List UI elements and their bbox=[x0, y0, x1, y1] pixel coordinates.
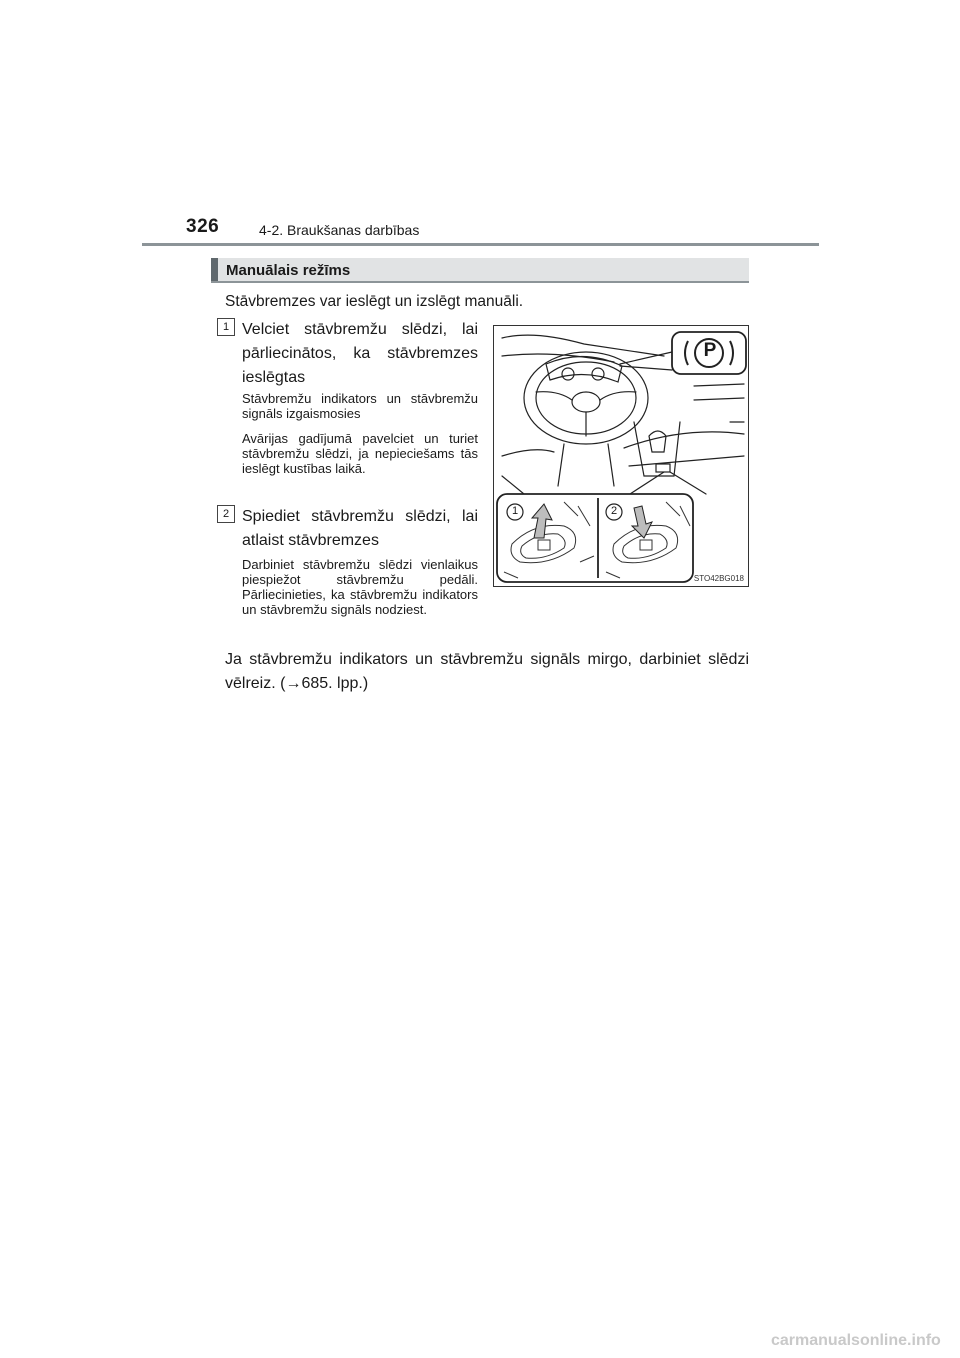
step-2-number: 2 bbox=[217, 505, 235, 523]
step-1-note-1: Stāvbremžu indikators un stāvbremžu signāls izgaismosies bbox=[242, 391, 478, 421]
subheading-title: Manuālais režīms bbox=[226, 262, 351, 279]
watermark: carmanualsonline.info bbox=[771, 1332, 941, 1349]
step-1-number: 1 bbox=[217, 318, 235, 336]
indicator-symbol: P bbox=[703, 340, 717, 361]
page-number: 326 bbox=[186, 216, 220, 237]
section-title: 4-2. Braukšanas darbības bbox=[259, 222, 420, 238]
dashboard-drawing bbox=[494, 326, 749, 587]
callout-2: 2 bbox=[610, 505, 618, 517]
header-divider bbox=[142, 243, 819, 246]
step-1-note-2: Avārijas gadījumā pavelciet un turiet stāvbremžu slēdzi, ja nepieciešams tās ieslēgt kustības laikā. bbox=[242, 431, 478, 476]
final-paragraph: Ja stāvbremžu indikators un stāvbremžu signāls mirgo, darbiniet slēdzi vēlreiz. (→685. lpp.) bbox=[225, 651, 749, 692]
parking-brake-illustration bbox=[493, 325, 749, 587]
illustration-code: STO42BG018 bbox=[693, 574, 744, 583]
step-2-note-1: Darbiniet stāvbremžu slēdzi vienlaikus piespiežot stāvbremžu pedāli. Pārliecinieties, ka stāvbremžu indikators un stāvbremžu signāls nodziest. bbox=[242, 557, 478, 617]
subheading-stripe bbox=[211, 258, 218, 281]
intro-paragraph: Stāvbremzes var ieslēgt un izslēgt manuāli. bbox=[225, 293, 524, 310]
step-1-text: Velciet stāvbremžu slēdzi, lai pārliecinātos, ka stāvbremzes ieslēgtas bbox=[242, 321, 478, 386]
callout-1: 1 bbox=[511, 505, 519, 517]
subheading-bar bbox=[211, 258, 749, 283]
step-2-text: Spiediet stāvbremžu slēdzi, lai atlaist stāvbremzes bbox=[242, 508, 478, 549]
